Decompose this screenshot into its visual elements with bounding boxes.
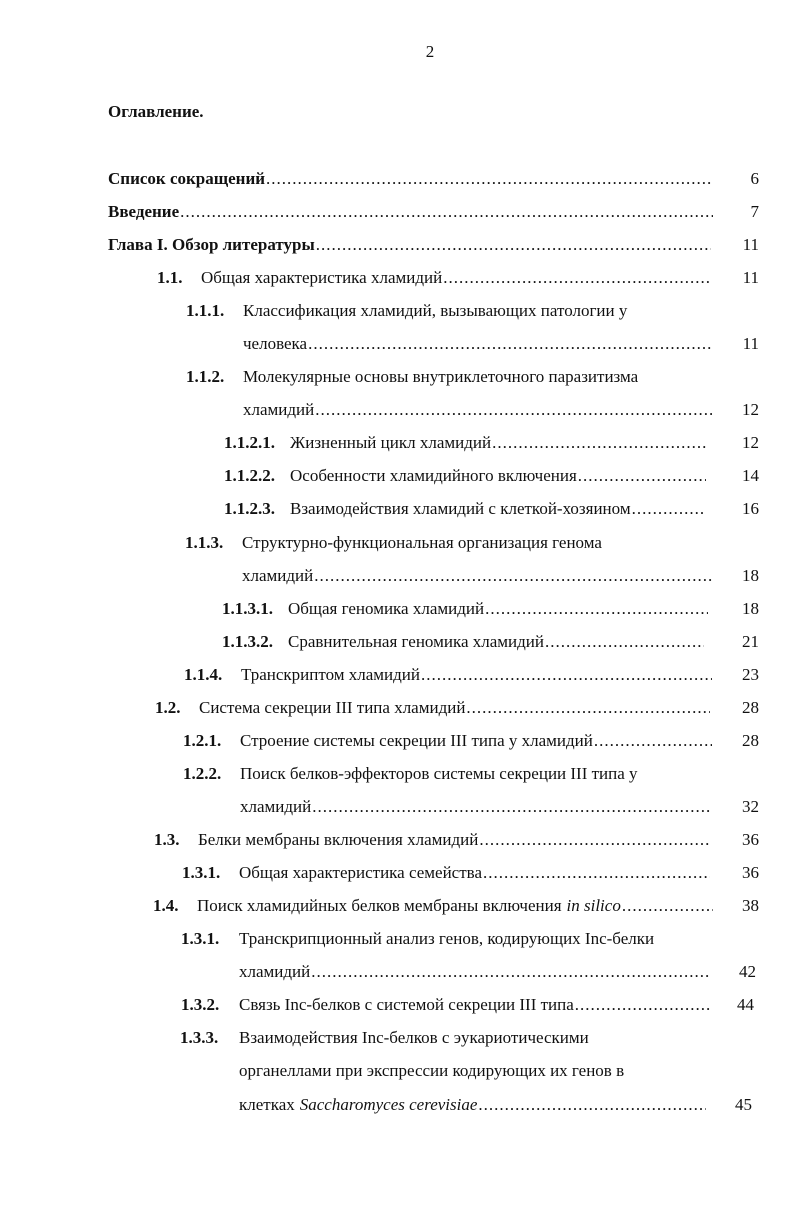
toc-entry-title: Классификация хламидий, вызывающих патологии у bbox=[243, 301, 628, 320]
toc-entry-title: Глава I. Обзор литературы bbox=[108, 235, 315, 254]
toc-entry-1-4[interactable] bbox=[153, 893, 713, 919]
toc-entry-1-1-4[interactable] bbox=[184, 662, 712, 688]
toc-leader-dots bbox=[443, 265, 712, 291]
toc-entry-title: Взаимодействия Inc-белков с эукариотическими bbox=[239, 1028, 589, 1047]
toc-entry-number: 1.3.1. bbox=[181, 929, 220, 948]
toc-entry-title: Взаимодействия хламидий с клеткой-хозяином bbox=[290, 499, 631, 518]
toc-entry-number: 1.1.2.2. bbox=[224, 466, 275, 485]
toc-entry-title: Поиск белков-эффекторов системы секреции III типа у bbox=[240, 764, 638, 783]
toc-leader-dots bbox=[575, 992, 710, 1018]
toc-entry-1-1-1-continued[interactable] bbox=[243, 331, 712, 357]
toc-page-number: 11 bbox=[742, 235, 759, 254]
toc-leader-dots bbox=[545, 629, 704, 655]
toc-page-number: 16 bbox=[742, 499, 759, 518]
toc-entry-1-1[interactable] bbox=[157, 265, 712, 291]
toc-leader-dots bbox=[578, 463, 706, 489]
toc-page-number: 38 bbox=[742, 896, 759, 915]
toc-entry-title: Система секреции III типа хламидий bbox=[199, 698, 466, 717]
toc-entry-title-italic: Saccharomyces cerevisiae bbox=[299, 1095, 478, 1114]
toc-entry-title: Общая геномика хламидий bbox=[288, 599, 485, 618]
toc-leader-dots bbox=[421, 662, 712, 688]
toc-page-number: 6 bbox=[750, 169, 759, 188]
toc-entry-number: 1.1.3. bbox=[185, 533, 224, 552]
toc-entry-1-1-3[interactable] bbox=[185, 530, 715, 556]
toc-entry-title: Общая характеристика хламидий bbox=[201, 268, 443, 287]
toc-entry-1-3-2[interactable] bbox=[181, 992, 710, 1018]
toc-entry-number: 1.4. bbox=[153, 896, 179, 915]
toc-entry-title: Введение bbox=[108, 202, 180, 221]
toc-leader-dots bbox=[485, 596, 708, 622]
page-number: 2 bbox=[425, 42, 435, 61]
toc-entry-number: 1.1. bbox=[157, 268, 183, 287]
toc-entry-1-3[interactable] bbox=[154, 827, 710, 853]
toc-page-number: 18 bbox=[742, 566, 759, 585]
toc-entry-title-continued: органеллами при экспрессии кодирующих их генов в bbox=[239, 1061, 625, 1080]
toc-entry-1-1-3-1[interactable] bbox=[222, 596, 708, 622]
toc-entry-number: 1.1.1. bbox=[186, 301, 225, 320]
toc-entry-number: 1.2. bbox=[155, 698, 181, 717]
toc-leader-dots bbox=[315, 397, 712, 423]
toc-leader-dots bbox=[479, 827, 710, 853]
toc-entry-title: Общая характеристика семейства bbox=[239, 863, 482, 882]
toc-entry-title-continued: клетках bbox=[239, 1095, 295, 1114]
toc-entry-number: 1.1.3.1. bbox=[222, 599, 273, 618]
toc-leader-dots bbox=[180, 199, 713, 225]
toc-entry-title: Список сокращений bbox=[108, 169, 266, 188]
toc-entry-1-1-1[interactable] bbox=[186, 298, 716, 324]
toc-page-number: 45 bbox=[735, 1095, 752, 1114]
toc-page-number: 14 bbox=[742, 466, 759, 485]
toc-leader-dots bbox=[314, 563, 712, 589]
toc-entry-introduction[interactable] bbox=[108, 199, 713, 225]
toc-leader-dots bbox=[308, 331, 712, 357]
toc-entry-title-continued: хламидий bbox=[243, 400, 315, 419]
toc-leader-dots bbox=[483, 860, 710, 886]
toc-entry-title: Транскрипционный анализ генов, кодирующих Inc-белки bbox=[239, 929, 655, 948]
toc-page-number: 12 bbox=[742, 433, 759, 452]
toc-leader-dots bbox=[594, 728, 712, 754]
toc-entry-1-2-1[interactable] bbox=[183, 728, 712, 754]
toc-entry-1-1-2[interactable] bbox=[186, 364, 716, 390]
toc-entry-number: 1.3. bbox=[154, 830, 180, 849]
toc-page-number: 28 bbox=[742, 731, 759, 750]
toc-entry-1-2-2[interactable] bbox=[183, 761, 715, 787]
toc-leader-dots bbox=[632, 496, 706, 522]
toc-leader-dots bbox=[622, 893, 713, 919]
toc-entry-1-1-3-2[interactable] bbox=[222, 629, 704, 655]
toc-page-number: 11 bbox=[742, 334, 759, 353]
toc-entry-1-3-3-continued[interactable] bbox=[239, 1058, 715, 1084]
toc-entry-number: 1.2.1. bbox=[183, 731, 222, 750]
toc-entry-1-3-1-transcription-continued[interactable] bbox=[239, 959, 710, 985]
toc-entry-title-continued: хламидий bbox=[240, 797, 312, 816]
toc-entry-title-italic: in silico bbox=[566, 896, 621, 915]
toc-entry-1-3-3[interactable] bbox=[180, 1025, 715, 1051]
toc-entry-abbreviations[interactable] bbox=[108, 166, 713, 192]
toc-page-number: 36 bbox=[742, 863, 759, 882]
toc-entry-title: Жизненный цикл хламидий bbox=[290, 433, 492, 452]
toc-page-number: 21 bbox=[742, 632, 759, 651]
toc-entry-1-1-3-continued[interactable] bbox=[242, 563, 712, 589]
toc-entry-number: 1.2.2. bbox=[183, 764, 222, 783]
toc-entry-title-continued: хламидий bbox=[239, 962, 311, 981]
toc-page-number: 7 bbox=[750, 202, 759, 221]
toc-leader-dots bbox=[478, 1092, 706, 1118]
toc-entry-1-2[interactable] bbox=[155, 695, 710, 721]
toc-leader-dots bbox=[312, 794, 712, 820]
toc-entry-title: Особенности хламидийного включения bbox=[290, 466, 577, 485]
toc-page-number: 28 bbox=[742, 698, 759, 717]
toc-entry-number: 1.3.1. bbox=[182, 863, 221, 882]
toc-leader-dots bbox=[492, 430, 706, 456]
toc-entry-title: Сравнительная геномика хламидий bbox=[288, 632, 544, 651]
toc-entry-1-2-2-continued[interactable] bbox=[240, 794, 712, 820]
toc-entry-number: 1.1.4. bbox=[184, 665, 223, 684]
toc-page-number: 36 bbox=[742, 830, 759, 849]
toc-page-number: 44 bbox=[737, 995, 754, 1014]
toc-entry-title: Структурно-функциональная организация генома bbox=[242, 533, 602, 552]
toc-entry-number: 1.1.2. bbox=[186, 367, 225, 386]
toc-entry-number: 1.1.2.3. bbox=[224, 499, 275, 518]
toc-entry-number: 1.3.2. bbox=[181, 995, 220, 1014]
toc-page-number: 18 bbox=[742, 599, 759, 618]
toc-heading: Оглавление. bbox=[108, 102, 204, 121]
toc-entry-title: Белки мембраны включения хламидий bbox=[198, 830, 479, 849]
toc-leader-dots bbox=[466, 695, 710, 721]
toc-leader-dots bbox=[311, 959, 710, 985]
toc-leader-dots bbox=[316, 232, 711, 258]
toc-page-number: 11 bbox=[742, 268, 759, 287]
toc-entry-title: Транскриптом хламидий bbox=[241, 665, 420, 684]
toc-entry-title-continued: хламидий bbox=[242, 566, 314, 585]
toc-entry-number: 1.3.3. bbox=[180, 1028, 219, 1047]
toc-entry-title: Поиск хламидийных белков мембраны включения bbox=[197, 896, 562, 915]
toc-entry-title-continued: человека bbox=[243, 334, 308, 353]
toc-entry-number: 1.1.3.2. bbox=[222, 632, 273, 651]
toc-page-number: 42 bbox=[739, 962, 756, 981]
toc-entry-1-3-1[interactable] bbox=[182, 860, 710, 886]
toc-page-number: 12 bbox=[742, 400, 759, 419]
toc-entry-1-3-3-continued-2[interactable] bbox=[239, 1092, 706, 1118]
toc-page-number: 23 bbox=[742, 665, 759, 684]
toc-entry-title: Строение системы секреции III типа у хламидий bbox=[240, 731, 593, 750]
toc-entry-title: Молекулярные основы внутриклеточного паразитизма bbox=[243, 367, 639, 386]
toc-entry-1-3-1-transcription[interactable] bbox=[181, 926, 715, 952]
toc-entry-1-1-2-3[interactable] bbox=[224, 496, 706, 522]
toc-entry-chapter-1[interactable] bbox=[108, 232, 711, 258]
toc-page-number: 32 bbox=[742, 797, 759, 816]
toc-entry-title: Связь Inc-белков с системой секреции III типа bbox=[239, 995, 574, 1014]
toc-entry-1-1-2-1[interactable] bbox=[224, 430, 706, 456]
toc-leader-dots bbox=[266, 166, 713, 192]
toc-entry-number: 1.1.2.1. bbox=[224, 433, 275, 452]
toc-entry-1-1-2-2[interactable] bbox=[224, 463, 706, 489]
toc-entry-1-1-2-continued[interactable] bbox=[243, 397, 712, 423]
